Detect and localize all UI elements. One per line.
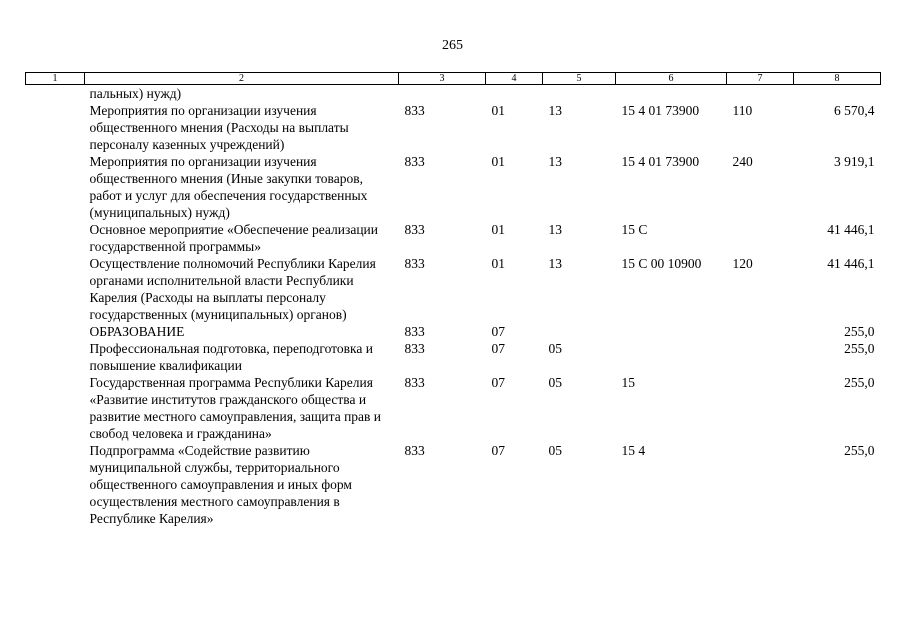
cell-section: 01 bbox=[491, 256, 505, 271]
cell-section bbox=[486, 85, 543, 103]
cell-target bbox=[616, 85, 727, 103]
cell-col1 bbox=[26, 340, 85, 374]
cell-type bbox=[727, 85, 794, 103]
column-number: 3 bbox=[399, 73, 486, 85]
cell-amount: 255,0 bbox=[844, 375, 875, 390]
cell-amount: 41 446,1 bbox=[827, 256, 875, 271]
column-number: 7 bbox=[727, 73, 794, 85]
cell-amount bbox=[794, 85, 881, 103]
cell-subsection: 13 bbox=[548, 222, 562, 237]
column-number: 5 bbox=[543, 73, 616, 85]
cell-target: 15 С bbox=[621, 222, 648, 237]
column-number: 1 bbox=[26, 73, 85, 85]
table-row bbox=[26, 442, 881, 527]
cell-col1 bbox=[26, 221, 85, 255]
cell-col1 bbox=[26, 153, 85, 221]
cell-amount: 255,0 bbox=[844, 341, 875, 356]
cell-amount: 3 919,1 bbox=[834, 154, 875, 169]
cell-col1 bbox=[26, 442, 85, 527]
cell-target: 15 4 01 73900 bbox=[621, 154, 700, 169]
cell-name: Осуществление полномочий Республики Карелия органами исполнительной власти Республики Карелия (Расходы на выплаты персоналу государственных (муниципальных) органов) bbox=[89, 256, 376, 322]
cell-name: Мероприятия по организации изучения общественного мнения (Расходы на выплаты персоналу казенных учреждений) bbox=[89, 103, 349, 152]
page-number: 265 bbox=[442, 38, 463, 53]
cell-col1 bbox=[26, 323, 85, 340]
cell-target bbox=[616, 323, 727, 340]
cell-name: ОБРАЗОВАНИЕ bbox=[89, 324, 185, 339]
column-number-row bbox=[26, 73, 881, 85]
table-row bbox=[26, 85, 881, 103]
cell-type: 240 bbox=[732, 154, 753, 169]
cell-ministry: 833 bbox=[404, 154, 425, 169]
cell-subsection: 05 bbox=[548, 443, 562, 458]
cell-name: Государственная программа Республики Карелия «Развитие институтов гражданского общества и развитие местного самоуправления, защита прав и свобод человека и гражданина» bbox=[89, 375, 382, 441]
cell-target bbox=[616, 340, 727, 374]
cell-ministry: 833 bbox=[404, 103, 425, 118]
table-row bbox=[26, 255, 881, 323]
cell-subsection: 13 bbox=[548, 154, 562, 169]
budget-table bbox=[25, 72, 881, 527]
table-row bbox=[26, 153, 881, 221]
cell-subsection bbox=[543, 323, 616, 340]
cell-section: 01 bbox=[491, 154, 505, 169]
cell-ministry: 833 bbox=[404, 256, 425, 271]
cell-type bbox=[727, 442, 794, 527]
cell-subsection bbox=[543, 85, 616, 103]
column-number: 4 bbox=[486, 73, 543, 85]
table-row bbox=[26, 374, 881, 442]
table-header bbox=[26, 73, 881, 85]
cell-type bbox=[727, 340, 794, 374]
cell-section: 07 bbox=[491, 324, 505, 339]
cell-amount: 41 446,1 bbox=[827, 222, 875, 237]
cell-target: 15 С 00 10900 bbox=[621, 256, 702, 271]
cell-col1 bbox=[26, 102, 85, 153]
cell-name: Подпрограмма «Содействие развитию муниципальной службы, территориального общественного самоуправления и иных форм осуществления местного самоуправления в Республике Карелия» bbox=[89, 443, 352, 526]
cell-type bbox=[727, 323, 794, 340]
cell-section: 07 bbox=[491, 375, 505, 390]
cell-type: 110 bbox=[732, 103, 753, 118]
cell-subsection: 05 bbox=[548, 341, 562, 356]
cell-amount: 255,0 bbox=[844, 443, 875, 458]
cell-target: 15 bbox=[621, 375, 635, 390]
table-row bbox=[26, 221, 881, 255]
cell-subsection: 13 bbox=[548, 256, 562, 271]
cell-type bbox=[727, 221, 794, 255]
cell-amount: 6 570,4 bbox=[834, 103, 875, 118]
cell-ministry bbox=[399, 85, 486, 103]
column-number: 2 bbox=[85, 73, 399, 85]
cell-section: 07 bbox=[491, 443, 505, 458]
cell-col1 bbox=[26, 255, 85, 323]
cell-subsection: 13 bbox=[548, 103, 562, 118]
column-number: 6 bbox=[616, 73, 727, 85]
cell-type: 120 bbox=[732, 256, 753, 271]
cell-ministry: 833 bbox=[404, 341, 425, 356]
cell-type bbox=[727, 374, 794, 442]
cell-name: Основное мероприятие «Обеспечение реализации государственной программы» bbox=[89, 222, 378, 254]
table-row bbox=[26, 102, 881, 153]
cell-ministry: 833 bbox=[404, 443, 425, 458]
cell-col1 bbox=[26, 374, 85, 442]
cell-name: Профессиональная подготовка, переподготовка и повышение квалификации bbox=[89, 341, 373, 373]
cell-col1 bbox=[26, 85, 85, 103]
cell-target: 15 4 01 73900 bbox=[621, 103, 700, 118]
cell-ministry: 833 bbox=[404, 324, 425, 339]
cell-section: 01 bbox=[491, 103, 505, 118]
cell-amount: 255,0 bbox=[844, 324, 875, 339]
cell-ministry: 833 bbox=[404, 222, 425, 237]
cell-section: 07 bbox=[491, 341, 505, 356]
table-row bbox=[26, 323, 881, 340]
cell-section: 01 bbox=[491, 222, 505, 237]
column-number: 8 bbox=[794, 73, 881, 85]
cell-name: пальных) нужд) bbox=[89, 86, 182, 101]
cell-target: 15 4 bbox=[621, 443, 646, 458]
table-body bbox=[26, 85, 881, 528]
cell-name: Мероприятия по организации изучения общественного мнения (Иные закупки товаров, работ и услуг для обеспечения государственных (муниципальных) нужд) bbox=[89, 154, 368, 220]
table-row bbox=[26, 340, 881, 374]
cell-subsection: 05 bbox=[548, 375, 562, 390]
cell-ministry: 833 bbox=[404, 375, 425, 390]
